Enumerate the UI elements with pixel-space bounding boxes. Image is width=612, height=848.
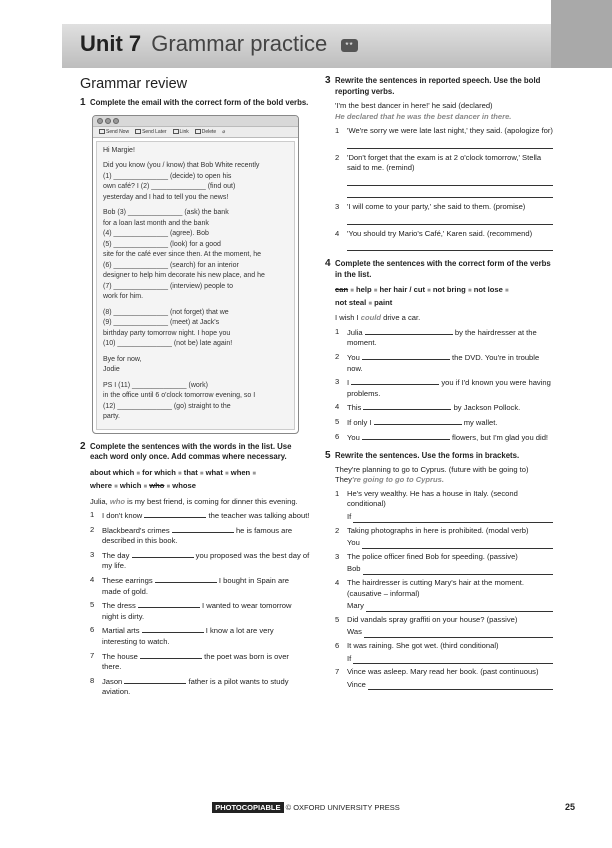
- item-number: 7: [335, 667, 340, 677]
- item-number: 3: [335, 551, 340, 561]
- answer-blank[interactable]: [364, 630, 553, 638]
- item-sentence: 'Don't forget that the exam is at 2 o'clock tomorrow,' Stella said to me. (remind): [347, 152, 542, 173]
- email-line: site for the café ever since then. At the moment, he: [103, 251, 261, 258]
- email-line: in the office until 6 o'clock tomorrow evening, so I: [103, 392, 256, 399]
- item-text: [102, 525, 310, 547]
- answer-start-word: Mary: [347, 601, 364, 611]
- answer-blank[interactable]: [374, 417, 462, 425]
- item-number: 5: [335, 614, 340, 624]
- item-text-start: You: [347, 432, 362, 442]
- item-text: [347, 352, 553, 374]
- item-sentence: The hairdresser is cutting Mary's hair at the moment. (causative – informal): [347, 577, 525, 598]
- item-text: [102, 676, 310, 698]
- email-titlebar: [93, 116, 298, 126]
- answer-blank[interactable]: [144, 510, 206, 518]
- item-number: 4: [335, 402, 340, 412]
- email-line: Bob (3) ______________ (ask) the bank: [103, 209, 229, 216]
- item-number: 2: [335, 152, 340, 162]
- item-text: [347, 489, 553, 523]
- item-text: [347, 327, 553, 349]
- q3-example-question: 'I'm the best dancer in here!' he said (declared): [335, 101, 493, 110]
- answer-line[interactable]: [347, 176, 553, 186]
- footer: [0, 803, 612, 812]
- item-text-start: The day: [102, 550, 132, 560]
- exercise-item: [90, 550, 310, 572]
- email-line: designer to help him decorate his new place, and he: [103, 272, 265, 279]
- exercise-item: [335, 578, 553, 612]
- email-line: Did you know (you / know) that Bob White recently: [103, 162, 260, 169]
- item-sentence: He's very wealthy. He has a house in Italy. (second conditional): [347, 488, 518, 509]
- email-line: yesterday and I had to tell you the news!: [103, 193, 229, 201]
- right-column: [325, 76, 553, 690]
- item-text: [347, 377, 553, 399]
- q1-number: 1: [80, 97, 86, 108]
- email-line: (5) ______________ (look) for a good: [103, 240, 221, 248]
- answer-line[interactable]: [347, 139, 553, 149]
- word: her hair / cut: [379, 285, 426, 295]
- answer-blank[interactable]: [155, 575, 217, 583]
- word: when: [230, 467, 251, 477]
- item-text: [102, 575, 310, 597]
- close-icon[interactable]: [97, 118, 103, 124]
- item-text: [102, 510, 310, 522]
- answer-line[interactable]: [347, 215, 553, 225]
- email-line: (7) ______________ (interview) people to: [103, 282, 233, 290]
- item-text-end: you proposed was the best day of my life.: [102, 550, 310, 571]
- answer-blank[interactable]: [353, 515, 553, 523]
- item-text-end: the DVD. You're in trouble now.: [347, 352, 540, 373]
- item-text-start: The house: [102, 651, 140, 661]
- answer-start-word: Vince: [347, 679, 366, 689]
- exercise-item: [335, 377, 553, 399]
- item-sentence: It was raining. She got wet. (third conditional): [347, 640, 499, 650]
- item-text-end: you if I'd known you were having problems.: [347, 378, 551, 398]
- q5-items: [325, 489, 553, 691]
- item-text: [102, 651, 310, 673]
- answer-line-row: [347, 538, 553, 549]
- link-button[interactable]: Link: [173, 129, 189, 135]
- item-text-end: he is famous are described in this book.: [102, 525, 293, 546]
- item-number: 6: [335, 640, 340, 650]
- answer-line-row: [347, 601, 553, 612]
- item-text-end: I know a lot are very interesting to watch.: [102, 626, 274, 647]
- item-number: 3: [335, 201, 340, 211]
- unit-label: Unit 7: [80, 31, 142, 56]
- item-text: [347, 126, 553, 149]
- answer-blank[interactable]: [124, 676, 186, 684]
- exercise-item: [90, 651, 310, 673]
- item-sentence: Did vandals spray graffiti on your house? (passive): [347, 614, 518, 624]
- q5-instruction: [325, 451, 553, 462]
- q4-word-list: can ■ help ■ her hair / cut ■ not bring ■ not lose ■ not steal ■ paint: [335, 285, 509, 308]
- item-text: [347, 432, 553, 444]
- item-number: 5: [90, 600, 95, 610]
- item-number: 6: [90, 625, 95, 635]
- item-text-start: You: [347, 352, 362, 362]
- email-window: [92, 115, 299, 434]
- attach-icon[interactable]: ⌀: [222, 128, 226, 135]
- item-text: [347, 153, 553, 198]
- q4-items: [325, 327, 553, 443]
- answer-blank[interactable]: [353, 656, 553, 664]
- exercise-item: [335, 432, 553, 444]
- email-line: (4) ______________ (agree). Bob: [103, 230, 209, 237]
- item-text: [347, 615, 553, 638]
- answer-blank[interactable]: [172, 525, 234, 533]
- answer-blank[interactable]: [368, 682, 553, 690]
- exercise-item: [90, 625, 310, 647]
- answer-blank[interactable]: [140, 651, 202, 659]
- item-text: [102, 600, 310, 622]
- answer-blank[interactable]: [132, 550, 194, 558]
- item-number: 2: [90, 524, 95, 534]
- email-body: [96, 141, 295, 430]
- exercise-item: [90, 525, 310, 547]
- item-text-end: I bought in Spain are made of gold.: [102, 576, 289, 596]
- email-line: for a loan last month and the bank: [103, 219, 209, 227]
- q2-number: 2: [80, 440, 86, 452]
- exercise-item: [335, 641, 553, 664]
- item-sentence: 'We're sorry we were late last night,' they said. (apologize for): [347, 126, 553, 136]
- answer-blank[interactable]: [365, 327, 453, 335]
- q5-example-question: They're planning to go to Cyprus. (future with be going to): [335, 464, 529, 474]
- item-text: [347, 526, 553, 549]
- email-line: work for him.: [103, 293, 144, 300]
- send-later-button[interactable]: Send Later: [135, 129, 166, 135]
- word: which: [119, 480, 142, 490]
- send-icon: [99, 129, 105, 134]
- item-number: 7: [90, 650, 95, 660]
- item-number: 8: [90, 675, 95, 685]
- answer-start-word: You: [347, 538, 360, 548]
- q3-example-answer: He declared that he was the best dancer in there.: [335, 111, 512, 121]
- item-text: [347, 667, 553, 690]
- link-icon: [173, 129, 179, 134]
- q5-example-answer: They're going to go to Cyprus.: [335, 475, 444, 485]
- answer-blank[interactable]: [366, 604, 553, 612]
- email-line: own café? I (2) ______________ (find out): [103, 183, 236, 190]
- answer-blank[interactable]: [142, 625, 204, 633]
- answer-blank[interactable]: [362, 432, 450, 440]
- answer-blank[interactable]: [362, 541, 553, 549]
- title-text: Grammar practice: [151, 31, 328, 56]
- email-line: (10) ______________ (not be) late again!: [103, 340, 233, 347]
- item-number: 6: [335, 431, 340, 441]
- email-line: (8) ______________ (not forget) that we: [103, 308, 229, 316]
- item-text: [347, 402, 553, 414]
- email-line: party.: [103, 413, 120, 420]
- item-number: 3: [90, 549, 95, 559]
- word: where: [90, 480, 112, 490]
- answer-line[interactable]: [347, 241, 553, 251]
- q3-instruction: [325, 76, 553, 97]
- q1-instruction-text: Complete the email with the correct form of the bold verbs.: [90, 98, 309, 107]
- answer-start-word: Bob: [347, 564, 361, 574]
- word: what: [205, 467, 223, 477]
- email-line: (12) ______________ (go) straight to the: [103, 402, 231, 410]
- item-text-start: I don't know: [102, 511, 145, 521]
- item-text: [347, 417, 553, 429]
- email-line: (9) ______________ (meet) at Jack's: [103, 319, 220, 326]
- item-number: 3: [335, 377, 340, 387]
- answer-blank[interactable]: [351, 377, 439, 385]
- photocopiable-label: PHOTOCOPIABLE: [212, 802, 283, 813]
- answer-line-row: [347, 680, 553, 691]
- item-text-start: Blackbeard's crimes: [102, 525, 172, 535]
- word: that: [183, 467, 198, 477]
- exercise-item: [335, 489, 553, 523]
- exercise-item: [90, 510, 310, 522]
- item-number: 4: [90, 575, 95, 585]
- q2-example: Julia, who is my best friend, is coming for dinner this evening.: [90, 496, 298, 506]
- item-number: 1: [335, 326, 340, 336]
- answer-line-row: [347, 654, 553, 665]
- trash-icon: [195, 129, 201, 134]
- item-text: [347, 578, 553, 612]
- exercise-item: [335, 352, 553, 374]
- item-number: 1: [335, 488, 340, 498]
- item-text-end: the poet was born is over there.: [102, 651, 289, 672]
- word: for which: [142, 467, 176, 477]
- minimize-icon[interactable]: [105, 118, 111, 124]
- item-text-end: my wallet.: [461, 417, 498, 427]
- q3-items: [325, 126, 553, 251]
- item-number: 1: [335, 126, 340, 136]
- item-number: 4: [335, 577, 340, 587]
- page-title: [80, 31, 358, 57]
- exercise-item: [335, 552, 553, 575]
- header-corner-block: [551, 0, 612, 68]
- item-sentence: Taking photographs in here is prohibited. (modal verb): [347, 525, 529, 535]
- q4-instruction: [325, 259, 553, 280]
- item-text-end: father is a pilot wants to study aviation.: [102, 676, 289, 697]
- level-badge: **: [341, 39, 357, 52]
- item-text-end: by the hairdresser at the moment.: [347, 327, 537, 348]
- word-used: who: [149, 480, 165, 490]
- item-sentence: Vince was asleep. Mary read her book. (past continuous): [347, 667, 539, 677]
- item-text-end: flowers, but I'm glad you did!: [449, 432, 549, 442]
- answer-line[interactable]: [347, 188, 553, 198]
- email-line: Bye for now,: [103, 355, 142, 363]
- q4-instruction-text: Complete the sentences with the correct form of the verbs in the list.: [335, 259, 551, 279]
- answer-blank[interactable]: [362, 352, 450, 360]
- clock-icon: [135, 129, 141, 134]
- exercise-item: [335, 126, 553, 149]
- exercise-item: [335, 667, 553, 690]
- item-text: [102, 625, 310, 647]
- exercise-item: [335, 327, 553, 349]
- send-now-button[interactable]: Send Now: [99, 129, 129, 135]
- word: not bring: [432, 285, 466, 295]
- exercise-item: [90, 676, 310, 698]
- item-text-end: I wanted to wear tomorrow night is dirty.: [102, 601, 292, 621]
- q5-number: 5: [325, 450, 331, 462]
- exercise-item: [335, 153, 553, 198]
- answer-line-row: [347, 627, 553, 638]
- item-text-start: Julia: [347, 327, 365, 337]
- item-text-end: the teacher was talking about!: [206, 511, 310, 521]
- email-line: Jodie: [103, 366, 120, 373]
- q4-number: 4: [325, 258, 331, 270]
- answer-line-row: [347, 512, 553, 523]
- word: about which: [90, 467, 135, 477]
- email-line: birthday party tomorrow night. I hope you: [103, 329, 231, 337]
- q2-instruction: [80, 442, 310, 463]
- item-text: [347, 641, 553, 664]
- answer-line-row: [347, 564, 553, 575]
- exercise-item: [335, 526, 553, 549]
- exercise-item: [335, 402, 553, 414]
- answer-blank[interactable]: [138, 600, 200, 608]
- exercise-item: [335, 229, 553, 252]
- page-number: 25: [565, 802, 576, 812]
- email-toolbar: [93, 126, 298, 138]
- item-text: [347, 229, 553, 252]
- answer-blank[interactable]: [363, 402, 451, 410]
- item-text-end: by Jackson Pollock.: [451, 403, 521, 413]
- item-text-start: Jason: [102, 676, 125, 686]
- item-text-start: These earrings: [102, 576, 155, 586]
- answer-start-word: If: [347, 653, 352, 663]
- item-text-start: I: [347, 378, 352, 388]
- q2-items: [80, 510, 310, 698]
- maximize-icon[interactable]: [113, 118, 119, 124]
- word: not steal: [335, 298, 367, 308]
- item-number: 2: [335, 525, 340, 535]
- email-line: (6) ______________ (search) for an interior: [103, 261, 239, 269]
- publisher: © OXFORD UNIVERSITY PRESS: [285, 803, 400, 812]
- item-sentence: 'You should try Mario's Café,' Karen said. (recommend): [347, 228, 533, 238]
- item-text-start: If only I: [347, 417, 374, 427]
- email-line: Hi Margie!: [103, 146, 135, 154]
- item-sentence: The police officer fined Bob for speeding. (passive): [347, 551, 518, 561]
- item-number: 5: [335, 416, 340, 426]
- exercise-item: [90, 600, 310, 622]
- item-sentence: 'I will come to your party,' she said to them. (promise): [347, 201, 526, 211]
- exercise-item: [90, 575, 310, 597]
- item-number: 1: [90, 510, 95, 520]
- word: whose: [172, 480, 196, 490]
- exercise-item: [335, 417, 553, 429]
- item-text-start: This: [347, 403, 364, 413]
- q4-example: I wish I could drive a car.: [335, 313, 421, 323]
- word: help: [355, 285, 372, 295]
- item-text-start: Martial arts: [102, 626, 142, 636]
- item-text: [347, 552, 553, 575]
- item-number: 4: [335, 228, 340, 238]
- answer-start-word: Was: [347, 627, 362, 637]
- item-number: 2: [335, 351, 340, 361]
- delete-button[interactable]: Delete: [195, 129, 216, 135]
- q3-instruction-text: Rewrite the sentences in reported speech. Use the bold reporting verbs.: [335, 76, 541, 96]
- q2-word-list: about which ■ for which ■ that ■ what ■ when ■ where ■ which ■ who ■ whose: [90, 467, 256, 490]
- word: paint: [374, 298, 393, 308]
- email-line: (1) ______________ (decide) to open his: [103, 172, 232, 180]
- section-heading: Grammar review: [80, 76, 188, 92]
- item-text: [102, 550, 310, 572]
- exercise-item: [335, 202, 553, 225]
- q3-number: 3: [325, 75, 331, 86]
- answer-start-word: If: [347, 511, 352, 521]
- email-line: PS I (11) ______________ (work): [103, 381, 208, 389]
- q1-instruction: [80, 98, 310, 109]
- word: not lose: [473, 285, 503, 295]
- word-used: can: [335, 285, 349, 295]
- q5-instruction-text: Rewrite the sentences. Use the forms in brackets.: [335, 451, 520, 461]
- item-text-start: The dress: [102, 601, 138, 611]
- answer-blank[interactable]: [363, 567, 553, 575]
- item-text: [347, 202, 553, 225]
- q2-instruction-text: Complete the sentences with the words in the list. Use each word only once. Add commas where necessary.: [90, 441, 292, 461]
- left-column: [80, 76, 310, 698]
- exercise-item: [335, 615, 553, 638]
